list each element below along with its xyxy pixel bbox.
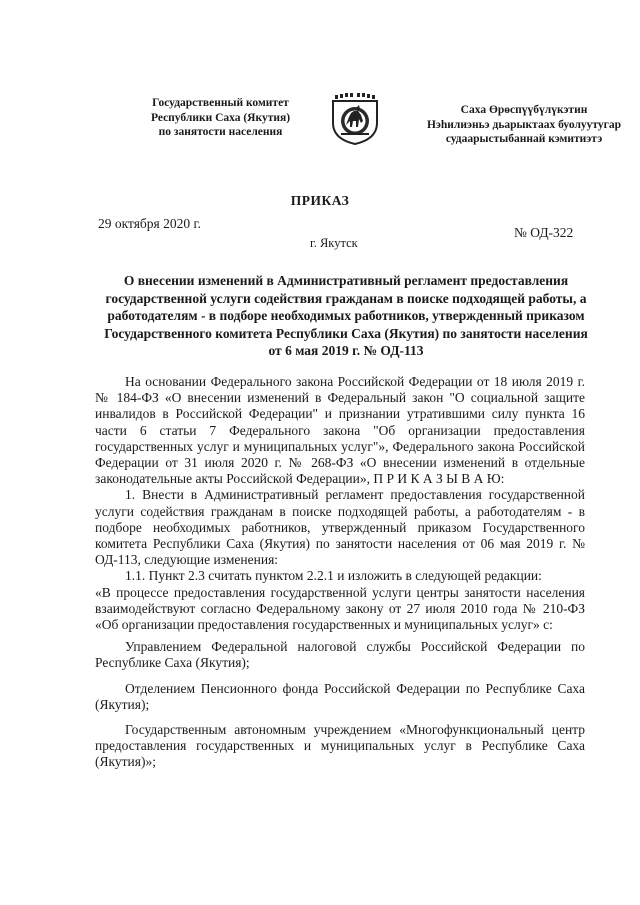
paragraph: Отделением Пенсионного фонда Российской Федерации по Республике Саха (Якутия); [95,680,585,712]
paragraph: Государственным автономным учреждением «Многофункциональный центр предоставления государственных и муниципальных услуг в Республике Саха (Якутия)»; [95,722,585,770]
issuer-name-russian [118,96,323,140]
document-number: № ОД-322 [514,225,574,240]
coat-of-arms-icon [331,93,379,145]
document-title: ПРИКАЗ [290,193,350,208]
paragraph: 1. Внести в Административный регламент предоставления государственной услуги содействия гражданам в поиске подходящей работы, а работодателям - в подборе необходимых работников, утвержденный приказом Государственного комитета Республики Саха (Якутия) по занятости населения от 06 мая 2019 г. № ОД-113, следующие изменения: [95,487,585,568]
paragraph: На основании Федерального закона Российской Федерации от 18 июля 2019 г. № 184-ФЗ «О внесении изменений в Федеральный закон "О социальной защите инвалидов в Российской Федерации" и признании утратившими силу пункта 16 части 6 статьи 7 Федерального закона "Об организации предоставления государственных услуг и муниципальных услуг"», Федерального закона Российской Федерации от 31 июля 2020 г. № 268-ФЗ «О внесении изменений в отдельные законодательные акты Российской Федерации», П Р И К А З Ы В А Ю: [95,374,585,487]
document-subject: О внесении изменений в Административный регламент предоставления государственной услуги содействия гражданам в поиске подходящей работы, а работодателям - в подборе необходимых работников, утвержденный приказом Государственного комитета Республики Саха (Якутия) по занятости населения от 6 мая 2019 г. № ОД-113 [104,273,588,358]
issuer-line: Нэһилиэньэ дьарыктаах буолуутугар [426,118,622,131]
paragraph: 1.1. Пункт 2.3 считать пунктом 2.2.1 и изложить в следующей редакции: [125,568,542,584]
document-body [95,374,585,771]
issuer-line: Саха Өрөспүүбүлүкэтин [460,104,588,116]
issuer-name-yakut [408,103,640,147]
paragraph: «В процессе предоставления государственной услуги центры занятости населения взаимодействуют согласно Федеральному закону от 27 июля 2010 года № 210-ФЗ «Об организации предоставления государственных и муниципальных услуг» с: [95,584,585,633]
issuer-line: судаарыстыбаннай кэмитиэтэ [445,133,603,145]
issuer-line: по занятости населения [158,126,283,138]
document-date: 29 октября 2020 г. [98,216,201,231]
issuer-line: Республики Саха (Якутия) [150,111,291,124]
paragraph: Управлением Федеральной налоговой службы Российской Федерации по Республике Саха (Якутия); [95,639,585,671]
document-city: г. Якутск [310,236,358,250]
issuer-line: Государственный комитет [152,97,289,109]
